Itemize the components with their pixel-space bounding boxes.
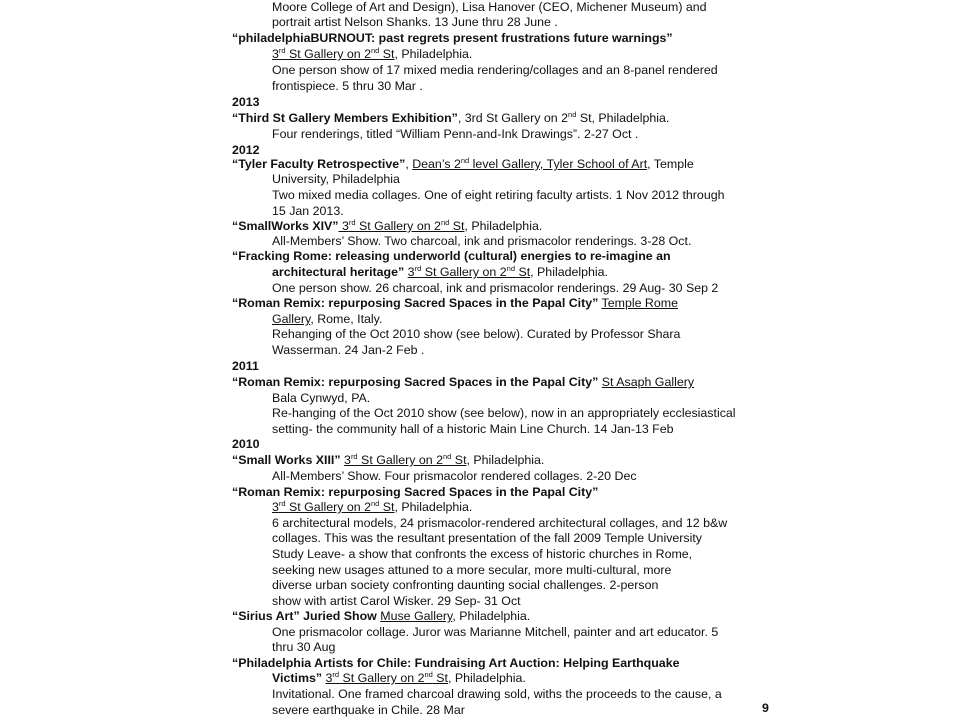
venue-link[interactable]: Muse Gallery	[380, 609, 453, 623]
exhibit-detail-line: All-Members’ Show. Two charcoal, ink and prismacolor renderings. 3-28 Oct.	[272, 234, 692, 248]
exhibit-detail-line: show with artist Carol Wisker. 29 Sep- 31 Oct	[272, 594, 521, 608]
exhibit-venue-line: 3rd St Gallery on 2nd St, Philadelphia.	[272, 45, 473, 61]
exhibit-detail-line: Bala Cynwyd, PA.	[272, 391, 371, 405]
exhibit-title: “Fracking Rome: releasing underworld (cultural) energies to re-imagine an	[232, 249, 671, 263]
year-heading: 2013	[232, 95, 260, 109]
venue-link[interactable]: 3rd St Gallery on 2nd St	[272, 498, 395, 514]
exhibit-detail-line: Wasserman. 24 Jan-2 Feb .	[272, 343, 425, 357]
exhibit-detail-line: portrait artist Nelson Shanks. 13 June thru 28 June .	[272, 15, 558, 29]
exhibit-title-line: architectural heritage” 3rd St Gallery on 2nd St, Philadelphia.	[272, 263, 608, 279]
exhibit-detail-line: collages. This was the resultant presentation of the fall 2009 Temple University	[272, 531, 703, 545]
exhibit-title-line: “Roman Remix: repurposing Sacred Spaces in the Papal City” Temple Rome	[232, 296, 678, 310]
exhibit-venue-line: 3rd St Gallery on 2nd St, Philadelphia.	[272, 498, 473, 514]
exhibit-detail-line: One person show. 26 charcoal, ink and prismacolor renderings. 29 Aug- 30 Sep 2	[272, 281, 719, 295]
venue-link[interactable]: Dean’s 2nd level Gallery, Tyler School of Art	[412, 155, 648, 171]
venue-link[interactable]: St Asaph Gallery	[601, 375, 695, 389]
venue-link[interactable]: 3rd St Gallery on 2nd St	[272, 45, 395, 61]
exhibit-detail-line: setting- the community hall of a historic Main Line Church. 14 Jan-13 Feb	[272, 422, 674, 436]
year-heading: 2012	[232, 143, 260, 157]
exhibit-title-line: “Roman Remix: repurposing Sacred Spaces in the Papal City” St Asaph Gallery	[232, 375, 695, 389]
page-number: 9	[762, 701, 769, 715]
exhibit-detail-line: All-Members’ Show. Four prismacolor rendered collages. 2-20 Dec	[272, 469, 637, 483]
exhibit-detail-line: University, Philadelphia	[272, 172, 400, 186]
exhibit-detail-line: Rehanging of the Oct 2010 show (see below). Curated by Professor Shara	[272, 327, 681, 341]
venue-link[interactable]: Temple Rome	[601, 296, 678, 310]
exhibit-title-line: “Sirius Art” Juried Show Muse Gallery, Philadelphia.	[232, 609, 531, 623]
exhibit-title: “Philadelphia Artists for Chile: Fundraising Art Auction: Helping Earthquake	[232, 656, 680, 670]
exhibit-detail-line: Two mixed media collages. One of eight retiring faculty artists. 1 Nov 2012 through	[272, 188, 725, 202]
exhibit-detail-line: diverse urban society confronting daunting social challenges. 2-person	[272, 578, 659, 592]
exhibit-detail-line: One prismacolor collage. Juror was Marianne Mitchell, painter and art educator. 5	[272, 625, 719, 639]
venue-link[interactable]: 3rd St Gallery on 2nd St	[338, 217, 465, 233]
exhibit-detail-line: One person show of 17 mixed media rendering/collages and an 8-panel rendered	[272, 63, 718, 77]
exhibit-detail-line: Re-hanging of the Oct 2010 show (see below), now in an appropriately ecclesiastical	[272, 406, 736, 420]
exhibit-title: “Roman Remix: repurposing Sacred Spaces in the Papal City”	[232, 485, 599, 499]
exhibit-detail-line: 6 architectural models, 24 prismacolor-rendered architectural collages, and 12 b&w	[272, 516, 728, 530]
exhibit-detail-line: Study Leave- a show that confronts the excess of historic churches in Rome,	[272, 547, 693, 561]
year-heading: 2010	[232, 437, 260, 451]
exhibit-detail-line: 15 Jan 2013.	[272, 204, 344, 218]
venue-link[interactable]: 3rd St Gallery on 2nd St	[344, 451, 467, 467]
exhibit-detail-line: thru 30 Aug	[272, 640, 336, 654]
exhibit-title-line: Victims” 3rd St Gallery on 2nd St, Philadelphia.	[272, 669, 526, 685]
exhibit-detail-line: Moore College of Art and Design), Lisa Hanover (CEO, Michener Museum) and	[272, 0, 707, 14]
exhibit-detail-line: frontispiece. 5 thru 30 Mar .	[272, 79, 423, 93]
venue-link[interactable]: 3rd St Gallery on 2nd St	[407, 263, 531, 279]
exhibit-detail-line: Invitational. One framed charcoal drawing sold, withs the proceeds to the cause, a	[272, 687, 722, 701]
exhibit-title-line: “Small Works XIII” 3rd St Gallery on 2nd St, Philadelphia.	[232, 451, 545, 467]
exhibit-detail-line: severe earthquake in Chile. 28 Mar	[272, 703, 465, 717]
exhibit-detail-line: Four renderings, titled “William Penn-and-Ink Drawings”. 2-27 Oct .	[272, 127, 639, 141]
exhibit-detail-line: seeking new usages attuned to a more secular, more multi-cultural, more	[272, 563, 672, 577]
exhibit-title-line: “Third St Gallery Members Exhibition”, 3rd St Gallery on 2nd St, Philadelphia.	[232, 109, 670, 125]
venue-link[interactable]: Gallery	[272, 312, 311, 326]
exhibit-title-line: “Tyler Faculty Retrospective”, Dean’s 2nd level Gallery, Tyler School of Art, Temple	[232, 155, 694, 171]
year-heading: 2011	[232, 359, 259, 373]
exhibit-title-line: “SmallWorks XIV” 3rd St Gallery on 2nd St, Philadelphia.	[232, 217, 543, 233]
venue-link[interactable]: 3rd St Gallery on 2nd St	[325, 669, 448, 685]
exhibit-venue-line: Gallery, Rome, Italy.	[272, 312, 383, 326]
exhibit-title: “philadelphiaBURNOUT: past regrets present frustrations future warnings”	[232, 31, 673, 45]
